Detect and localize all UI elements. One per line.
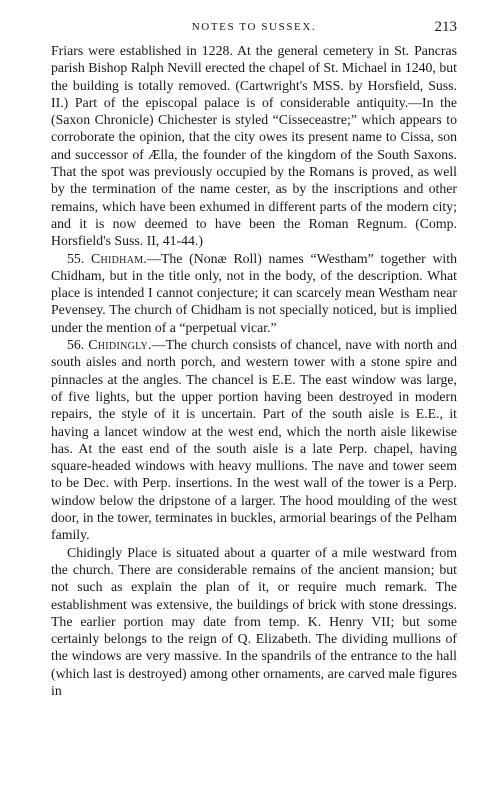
running-head — [51, 20, 457, 36]
note-heading: Chidingly. — [88, 337, 152, 353]
book-page — [51, 20, 457, 699]
note-55-chidham — [51, 250, 457, 336]
note-number: 56. — [67, 337, 85, 353]
paragraph-text: —The church consists of chancel, nave with north and south aisles and north porch, and western tower with a stone spire and pinnacles at the angles. The chancel is E.E. The east window was large, of five lights, but the upper portion having been destroyed in modern repairs, the style of it is uncertain. Part of the south aisle is E.E., it having a lancet window at the west end, which the north aisle likewise has. At the east end of the south aisle is a late Perp. chapel, having square-headed windows with heavy mullions. The nave and tower seem to be Dec. with Perp. insertions. In the west wall of the tower is a Perp. window below the dripstone of a larger. The hood moulding of the west door, in the tower, terminates in buckles, armorial bearings of the Pelham family. — [51, 337, 457, 543]
paragraph-text: —The (Nonæ Roll) names “Westham” together with Chidham, but in the title only, not in the body, of the description. What place is intended I cannot conjecture; it can scarcely mean Westham near Pevensey. The church of Chidham is not specially noticed, but is implied under the mention of a “perpetual vicar.” — [51, 250, 457, 335]
note-56-chidingly — [51, 336, 457, 544]
paragraph-chidingly-place — [51, 544, 457, 700]
paragraph-text: Friars were established in 1228. At the general cemetery in St. Pancras parish Bishop Ralph Nevill erected the chapel of St. Michael in 1240, but the building is totally removed. (Cartwright's MSS. by Horsfield, Suss. II.) Part of the episcopal palace is of considerable antiquity.—In the (Saxon Chronicle) Chichester is styled “Cisseceastre;” which appears to corroborate the opinion, that the city owes its present name to Cissa, son and successor of Ælla, the founder of the kingdom of the South Saxons. That the spot was previously occupied by the Romans is proved, as well by the termination of the name cester, as by the inscriptions and other remains, which have been exhumed in different parts of the modern city; and it is now deemed to have been the Roman Regnum. (Comp. Horsfield's Suss. II, 41-44.) — [51, 43, 457, 249]
body-text — [51, 42, 457, 699]
note-number: 55. — [67, 250, 85, 266]
note-heading: Chidham. — [91, 250, 148, 266]
paragraph-friars — [51, 42, 457, 250]
running-title: NOTES TO SUSSEX. — [191, 21, 317, 33]
paragraph-text: Chidingly Place is situated about a quarter of a mile westward from the church. There are considerable remains of the ancient mansion; but not such as explain the plan of it, or require much remark. The establishment was extensive, the buildings of brick with stone dressings. The earlier portion may date from temp. K. Henry VII; but some certainly belongs to the reign of Q. Elizabeth. The dividing mullions of the windows are very massive. In the spandrils of the entrance to the hall (which last is destroyed) among other ornaments, are carved male figures in — [51, 544, 457, 698]
page-number: 213 — [434, 19, 457, 35]
